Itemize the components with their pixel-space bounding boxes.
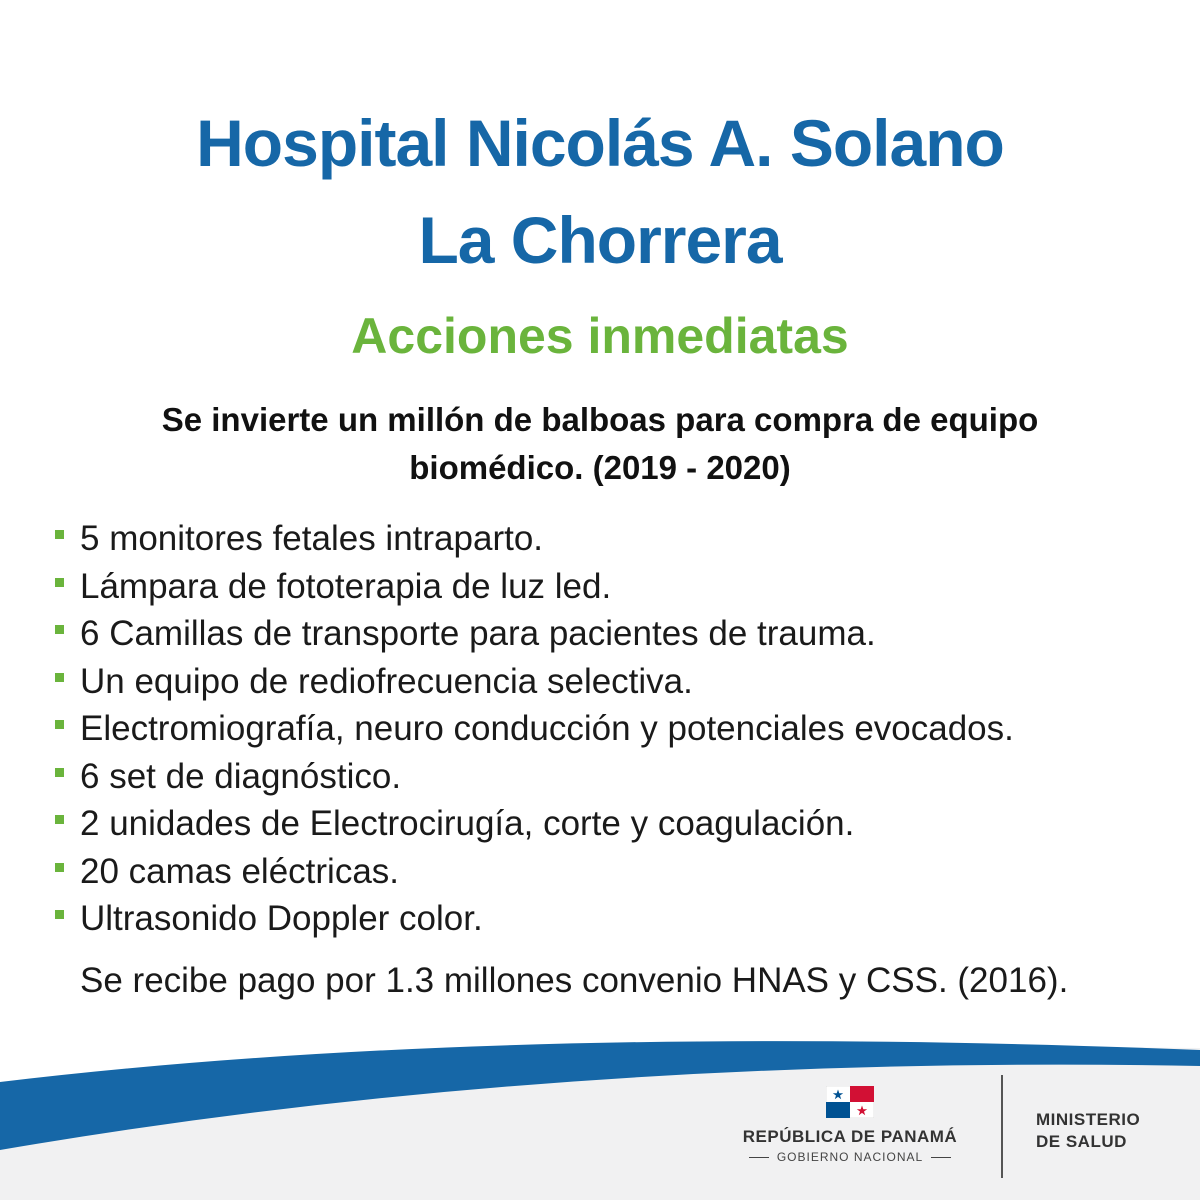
list-item-text: Un equipo de rediofrecuencia selectiva.: [80, 661, 693, 701]
government-label-text: GOBIERNO NACIONAL: [776, 1150, 924, 1164]
decorative-line: [749, 1157, 769, 1158]
bullet-icon: [55, 815, 64, 824]
list-item-text: 6 Camillas de transporte para pacientes de trauma.: [80, 614, 876, 653]
intro-line2: biomédico. (2019 - 2020): [409, 449, 791, 486]
footer-wave-decoration: [0, 1020, 1200, 1200]
logo-divider: [1001, 1075, 1003, 1178]
list-item: [52, 610, 1172, 658]
list-item: [52, 895, 1172, 943]
page-title-line1: Hospital Nicolás A. Solano: [196, 106, 1004, 180]
ministry-line1: MINISTERIO: [1036, 1110, 1141, 1129]
list-item-text: Lámpara de fototerapia de luz led.: [80, 566, 612, 606]
page-title-line2: La Chorrera: [418, 203, 782, 277]
page-subtitle: Acciones inmediatas: [351, 308, 849, 364]
government-label: [700, 1151, 1000, 1163]
decorative-line: [931, 1157, 951, 1158]
bullet-icon: [55, 625, 64, 634]
bullet-icon: [55, 768, 64, 777]
bullet-icon: [55, 910, 64, 919]
list-item-text: Ultrasonido Doppler color.: [80, 899, 483, 938]
list-item: [52, 848, 1172, 896]
list-item-text: 6 set de diagnóstico.: [80, 756, 402, 796]
list-item-text: 2 unidades de Electrocirugía, corte y coagulación.: [80, 804, 855, 843]
government-logo: [700, 1086, 1000, 1163]
ministry-logo: [1036, 1109, 1140, 1153]
list-item-text: 5 monitores fetales intraparto.: [80, 519, 544, 558]
bullet-icon: [55, 673, 64, 682]
list-item: [52, 705, 1172, 753]
bullet-icon: [55, 720, 64, 729]
ministry-line2: DE SALUD: [1036, 1132, 1127, 1151]
list-item: [52, 658, 1172, 706]
bullet-icon: [55, 863, 64, 872]
list-item-text: Electromiografía, neuro conducción y potenciales evocados.: [80, 709, 1014, 748]
intro-line1: Se invierte un millón de balboas para compra de equipo: [161, 401, 1039, 438]
list-item: [52, 515, 1172, 563]
footnote-text: Se recibe pago por 1.3 millones convenio HNAS y CSS. (2016).: [80, 961, 1069, 1000]
list-item: [52, 563, 1172, 611]
intro-text: [100, 396, 1100, 492]
list-item: [52, 753, 1172, 801]
list-item: [52, 800, 1172, 848]
equipment-list: [52, 515, 1172, 943]
bullet-icon: [55, 578, 64, 587]
republic-label: REPÚBLICA DE PANAMÁ: [742, 1127, 958, 1146]
bullet-icon: [55, 530, 64, 539]
panama-flag-icon: [826, 1086, 874, 1118]
list-item-text: 20 camas eléctricas.: [80, 851, 400, 891]
